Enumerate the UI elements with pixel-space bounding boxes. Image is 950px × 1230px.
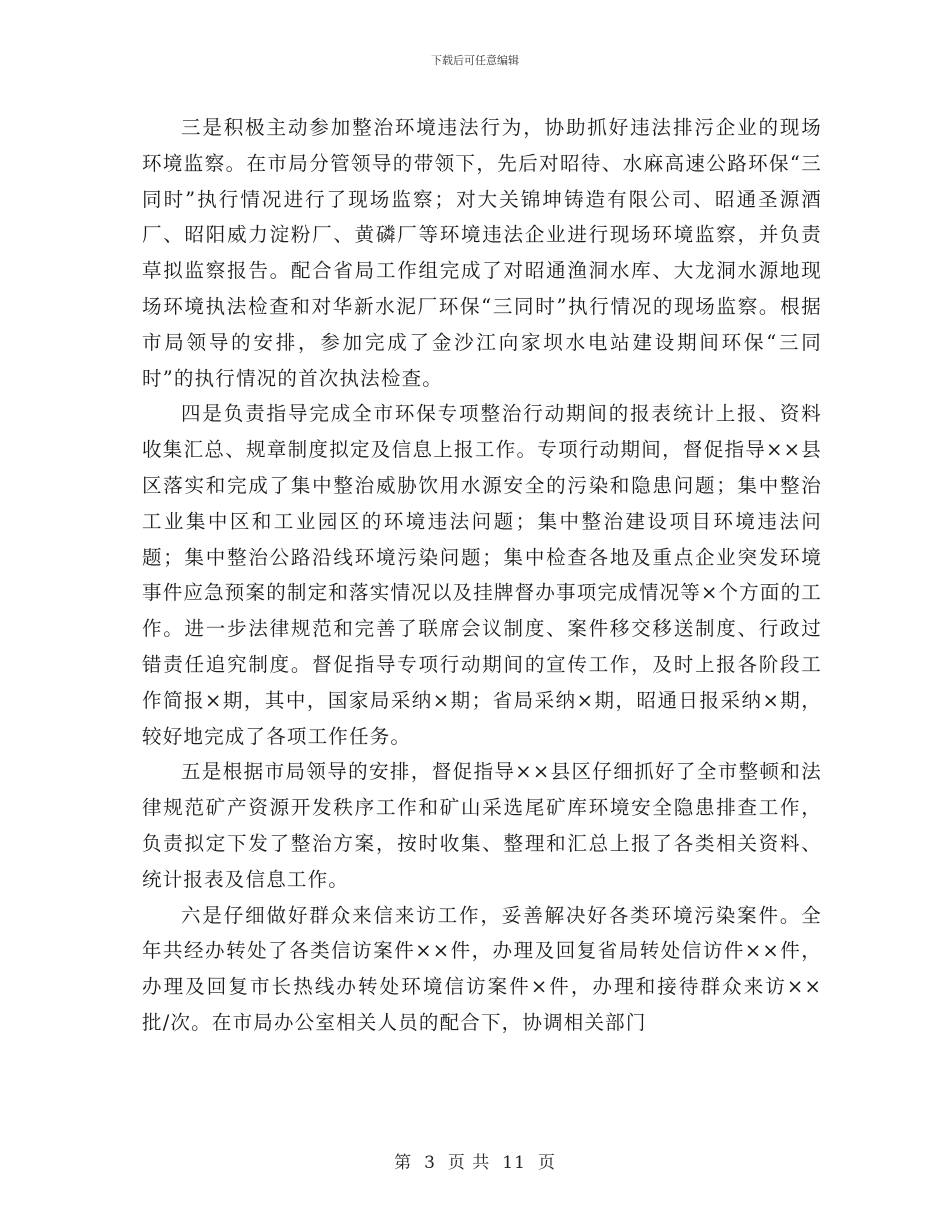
page-footer (0, 1148, 950, 1173)
footer-middle: 页 共 (447, 1153, 491, 1173)
document-body (142, 110, 822, 1041)
paragraph-4: 四是负责指导完成全市环保专项整治行动期间的报表统计上报、资料收集汇总、规章制度拟定及信息上报工作。专项行动期间，督促指导××县区落实和完成了集中整治威胁饮用水源安全的污染和隐患问题；集中整治工业集中区和工业园区的环境违法问题；集中整治建设项目环境违法问题；集中整治公路沿线环境污染问题；集中检查各地及重点企业突发环境事件应急预案的制定和落实情况以及挂牌督办事项完成情况等×个方面的工作。进一步法律规范和完善了联席会议制度、案件移交移送制度、行政过错责任追究制度。督促指导专项行动期间的宣传工作，及时上报各阶段工作简报×期，其中，国家局采纳×期；省局采纳×期，昭通日报采纳×期，较好地完成了各项工作任务。 (142, 402, 822, 748)
footer-total-pages: 11 (502, 1153, 526, 1173)
footer-prefix: 第 (394, 1153, 413, 1173)
footer-suffix: 页 (537, 1153, 556, 1173)
paragraph-3: 三是积极主动参加整治环境违法行为，协助抓好违法排污企业的现场环境监察。在市局分管领导的带领下，先后对昭待、水麻高速公路环保“三同时”执行情况进行了现场监察；对大关锦坤铸造有限公司、昭通圣源酒厂、昭阳威力淀粉厂、黄磷厂等环境违法企业进行现场环境监察，并负责草拟监察报告。配合省局工作组完成了对昭通渔洞水库、大龙洞水源地现场环境执法检查和对华新水泥厂环保“三同时”执行情况的现场监察。根据市局领导的安排，参加完成了金沙江向家坝水电站建设期间环保“三同时”的执行情况的首次执法检查。 (142, 116, 822, 390)
paragraph-5: 五是根据市局领导的安排，督促指导××县区仔细抓好了全市整顿和法律规范矿产资源开发秩序工作和矿山采选尾矿库环境安全隐患排查工作，负责拟定下发了整治方案，按时收集、整理和汇总上报了各类相关资料、统计报表及信息工作。 (142, 760, 822, 891)
paragraph-6: 六是仔细做好群众来信来访工作，妥善解决好各类环境污染案件。全年共经办转处了各类信访案件××件，办理及回复省局转处信访件××件，办理及回复市长热线办转处环境信访案件×件，办理和接待群众来访××批/次。在市局办公室相关人员的配合下，协调相关部门 (142, 903, 822, 1034)
page-header: 下载后可任意编辑 (431, 54, 519, 67)
footer-page-number: 3 (424, 1153, 436, 1173)
